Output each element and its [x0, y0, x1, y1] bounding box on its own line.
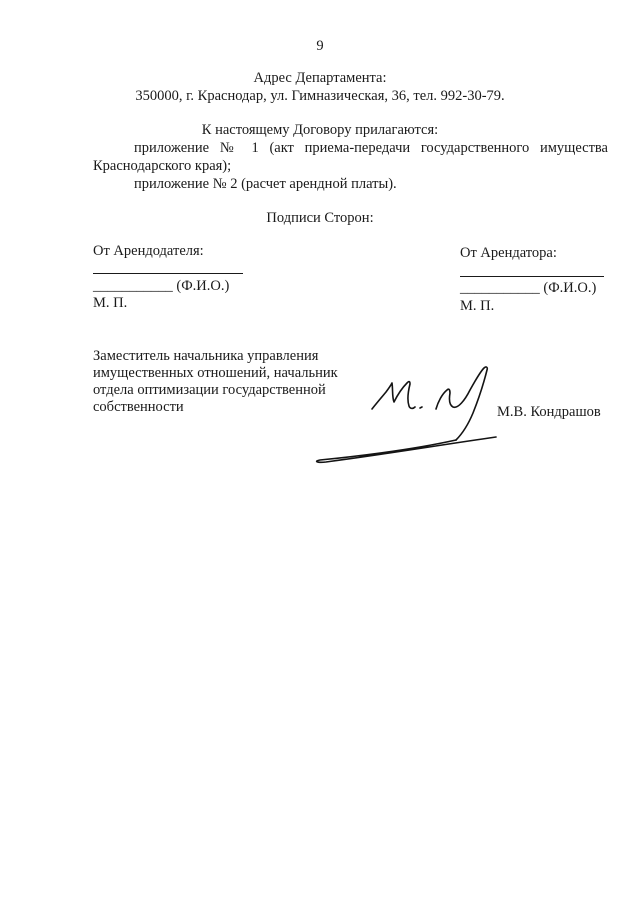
official-title-line-3: отдела оптимизации государственной [93, 382, 326, 398]
attachments-heading: К настоящему Договору прилагаются: [201, 122, 439, 138]
signatures-heading: Подписи Сторон: [266, 210, 374, 226]
attachment-item-1-line-1: приложение № 1 (акт приема-передачи государственного имущества [134, 140, 608, 156]
official-title-line-4: собственности [93, 399, 184, 415]
page-number: 9 [316, 38, 324, 54]
lessor-seal: М. П. [93, 295, 128, 311]
address-heading: Адрес Департамента: [253, 70, 387, 86]
official-name: М.В. Кондрашов [497, 404, 601, 420]
lessee-seal: М. П. [460, 298, 495, 314]
attachment-item-1-line-2: Краснодарского края); [93, 158, 232, 174]
lessor-name-line: ___________ (Ф.И.О.) [93, 278, 230, 294]
lessee-name-line: ___________ (Ф.И.О.) [460, 280, 597, 296]
address-line: 350000, г. Краснодар, ул. Гимназическая, 36, тел. 992-30-79. [135, 88, 505, 104]
official-title-line-2: имущественных отношений, начальник [93, 365, 338, 381]
official-title-line-1: Заместитель начальника управления [93, 348, 319, 364]
attachment-item-2: приложение № 2 (расчет арендной платы). [134, 176, 397, 192]
lessor-label: От Арендодателя: [93, 243, 204, 259]
lessee-label: От Арендатора: [460, 245, 557, 261]
